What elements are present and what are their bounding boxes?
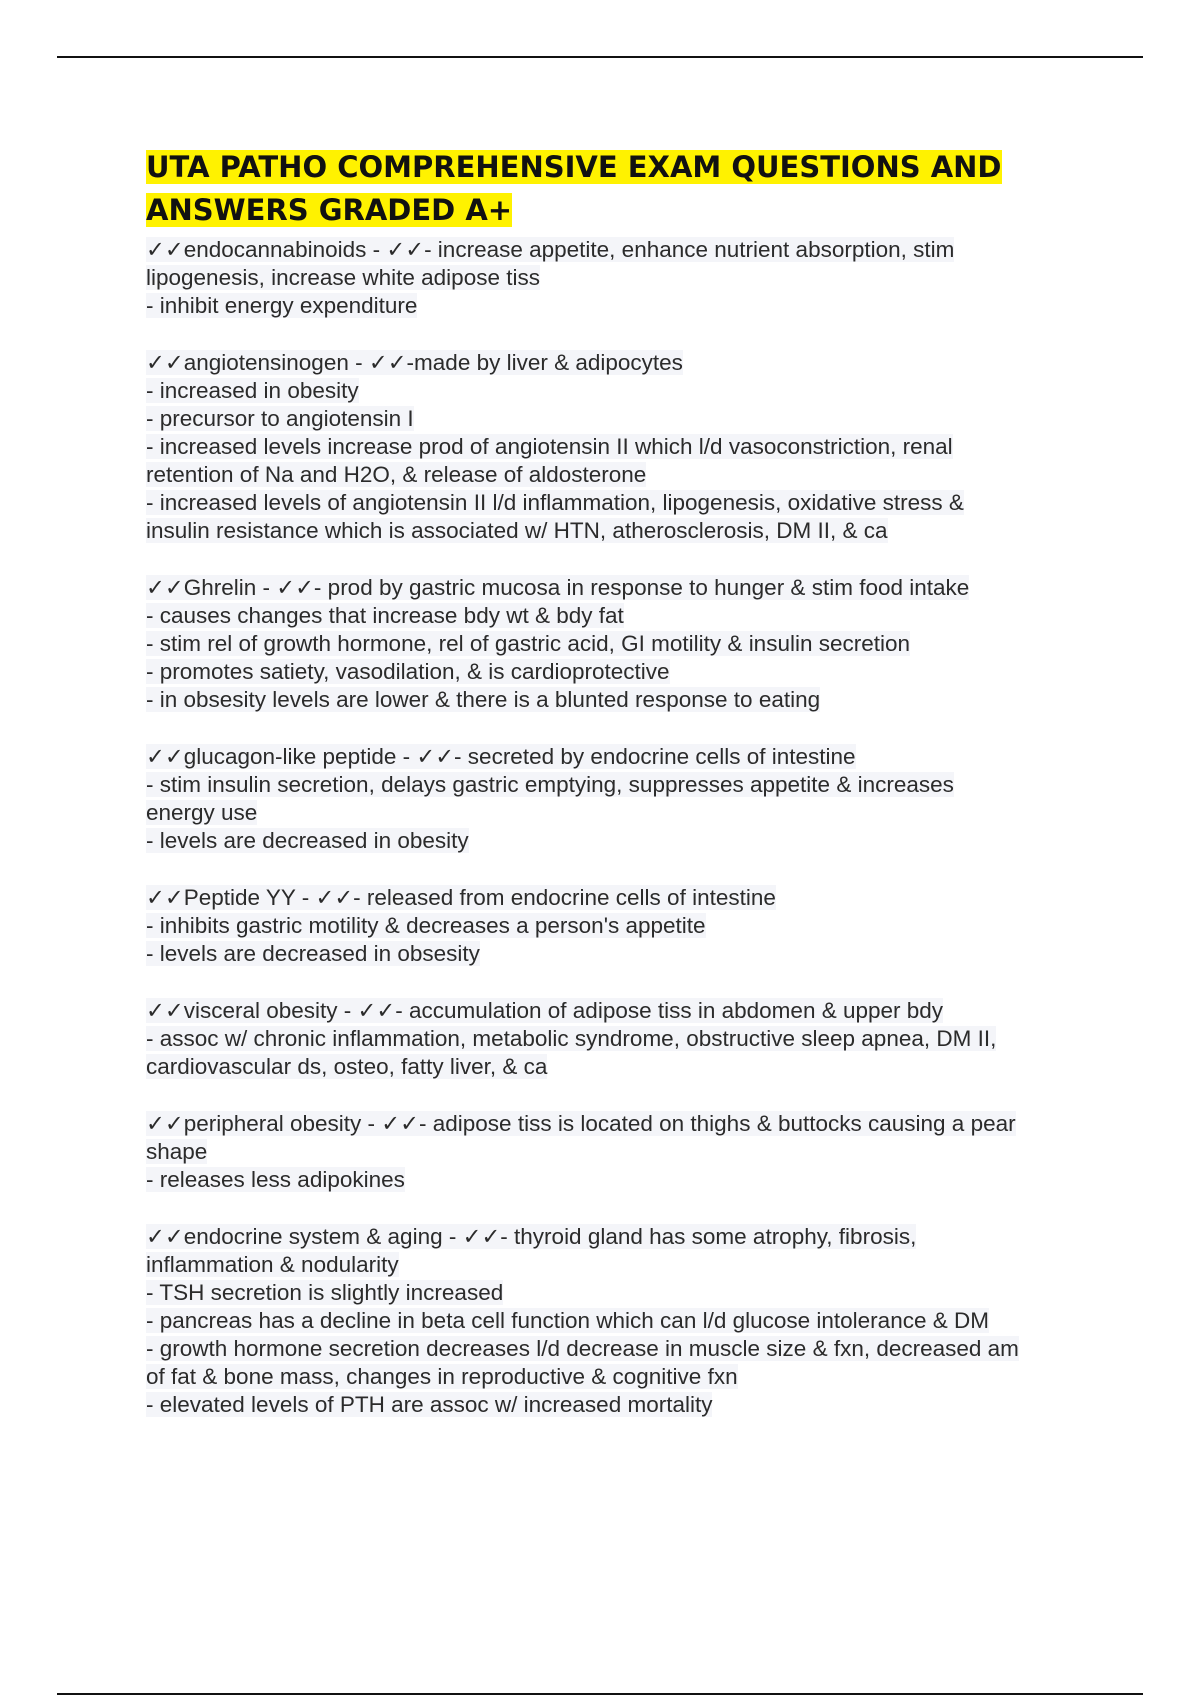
line-text: energy use: [146, 800, 258, 825]
document-title-text: UTA PATHO COMPREHENSIVE EXAM QUESTIONS AND ANSWERS GRADED A+: [146, 150, 1002, 227]
line-text: - stim insulin secretion, delays gastric emptying, suppresses appetite & increases: [146, 772, 954, 797]
qa-entry: [146, 349, 1096, 545]
line-text: - levels are decreased in obsesity: [146, 941, 480, 966]
document-title: [146, 146, 1096, 232]
line-text: ✓✓peripheral obesity - ✓✓- adipose tiss is located on thighs & buttocks causing a pear: [146, 1111, 1016, 1136]
line-text: - in obsesity levels are lower & there is a blunted response to eating: [146, 687, 821, 712]
line-text: ✓✓Ghrelin - ✓✓- prod by gastric mucosa in response to hunger & stim food intake: [146, 575, 970, 600]
line-text: - increased in obesity: [146, 378, 359, 403]
line-text: retention of Na and H2O, & release of aldosterone: [146, 462, 647, 487]
line-text: lipogenesis, increase white adipose tiss: [146, 265, 540, 290]
line-text: ✓✓Peptide YY - ✓✓- released from endocrine cells of intestine: [146, 885, 776, 910]
line-text: - growth hormone secretion decreases l/d decrease in muscle size & fxn, decreased am: [146, 1336, 1019, 1361]
qa-answer-line: [146, 1138, 1096, 1166]
qa-answer-line: [146, 1166, 1096, 1194]
qa-answer-line: [146, 405, 1096, 433]
qa-answer-line: [146, 1251, 1096, 1279]
line-text: - pancreas has a decline in beta cell function which can l/d glucose intolerance & DM: [146, 1308, 989, 1333]
qa-answer-line: [146, 1363, 1096, 1391]
qa-answer-line: [146, 1391, 1096, 1419]
footer-rule: [57, 1693, 1143, 1695]
line-text: - assoc w/ chronic inflammation, metabolic syndrome, obstructive sleep apnea, DM II,: [146, 1026, 997, 1051]
line-text: - causes changes that increase bdy wt & bdy fat: [146, 603, 624, 628]
line-text: - elevated levels of PTH are assoc w/ increased mortality: [146, 1392, 713, 1417]
qa-entry: [146, 997, 1096, 1081]
qa-entry: [146, 574, 1096, 714]
line-text: - releases less adipokines: [146, 1167, 405, 1192]
line-text: shape: [146, 1139, 208, 1164]
qa-answer-line: [146, 940, 1096, 968]
qa-answer-line: [146, 1335, 1096, 1363]
qa-answer-line: [146, 461, 1096, 489]
qa-term-line: [146, 349, 1096, 377]
qa-answer-line: [146, 686, 1096, 714]
line-text: - stim rel of growth hormone, rel of gastric acid, GI motility & insulin secretion: [146, 631, 911, 656]
qa-answer-line: [146, 912, 1096, 940]
qa-answer-line: [146, 264, 1096, 292]
line-text: ✓✓glucagon-like peptide - ✓✓- secreted by endocrine cells of intestine: [146, 744, 856, 769]
line-text: - TSH secretion is slightly increased: [146, 1280, 504, 1305]
qa-answer-line: [146, 1025, 1096, 1053]
qa-entry: [146, 743, 1096, 855]
line-text: ✓✓endocrine system & aging - ✓✓- thyroid gland has some atrophy, fibrosis,: [146, 1224, 917, 1249]
entries-list: [146, 236, 1096, 1419]
line-text: insulin resistance which is associated w/ HTN, atherosclerosis, DM II, & ca: [146, 518, 888, 543]
qa-answer-line: [146, 489, 1096, 517]
qa-entry: [146, 1110, 1096, 1194]
qa-answer-line: [146, 292, 1096, 320]
qa-term-line: [146, 236, 1096, 264]
line-text: inflammation & nodularity: [146, 1252, 399, 1277]
qa-answer-line: [146, 517, 1096, 545]
line-text: - levels are decreased in obesity: [146, 828, 469, 853]
line-text: - precursor to angiotensin I: [146, 406, 414, 431]
line-text: of fat & bone mass, changes in reproductive & cognitive fxn: [146, 1364, 738, 1389]
qa-answer-line: [146, 377, 1096, 405]
qa-entry: [146, 884, 1096, 968]
line-text: - promotes satiety, vasodilation, & is cardioprotective: [146, 659, 670, 684]
line-text: - increased levels of angiotensin II l/d inflammation, lipogenesis, oxidative stress &: [146, 490, 964, 515]
qa-term-line: [146, 997, 1096, 1025]
qa-answer-line: [146, 799, 1096, 827]
document-body: [146, 146, 1096, 1448]
qa-term-line: [146, 1110, 1096, 1138]
qa-term-line: [146, 743, 1096, 771]
line-text: ✓✓endocannabinoids - ✓✓- increase appetite, enhance nutrient absorption, stim: [146, 237, 955, 262]
qa-answer-line: [146, 630, 1096, 658]
qa-answer-line: [146, 433, 1096, 461]
line-text: ✓✓visceral obesity - ✓✓- accumulation of adipose tiss in abdomen & upper bdy: [146, 998, 944, 1023]
header-rule: [57, 56, 1143, 58]
line-text: - inhibits gastric motility & decreases a person's appetite: [146, 913, 706, 938]
qa-term-line: [146, 1223, 1096, 1251]
qa-answer-line: [146, 827, 1096, 855]
qa-answer-line: [146, 1279, 1096, 1307]
line-text: cardiovascular ds, osteo, fatty liver, & ca: [146, 1054, 548, 1079]
line-text: - inhibit energy expenditure: [146, 293, 418, 318]
qa-entry: [146, 1223, 1096, 1419]
qa-answer-line: [146, 1053, 1096, 1081]
qa-answer-line: [146, 771, 1096, 799]
qa-answer-line: [146, 602, 1096, 630]
qa-term-line: [146, 884, 1096, 912]
qa-answer-line: [146, 1307, 1096, 1335]
line-text: ✓✓angiotensinogen - ✓✓-made by liver & adipocytes: [146, 350, 683, 375]
qa-entry: [146, 236, 1096, 320]
qa-answer-line: [146, 658, 1096, 686]
qa-term-line: [146, 574, 1096, 602]
line-text: - increased levels increase prod of angiotensin II which l/d vasoconstriction, renal: [146, 434, 953, 459]
